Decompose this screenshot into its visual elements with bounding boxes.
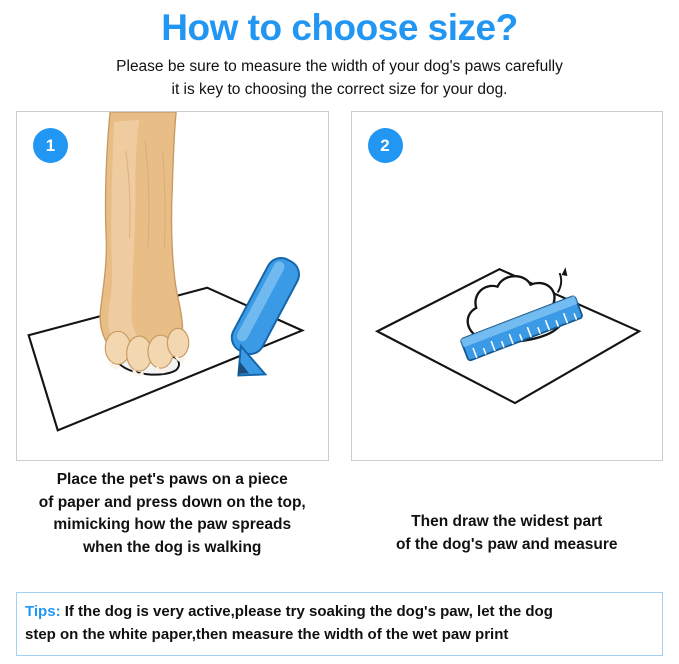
caption-line: Then draw the widest part <box>411 513 603 531</box>
subtitle-line-1: Please be sure to measure the width of your dog's paws carefully <box>116 57 563 75</box>
step-1-illustration <box>17 112 328 452</box>
subtitle-line-2: it is key to choosing the correct size for your dog. <box>171 80 508 98</box>
tips-line-2: step on the white paper,then measure the width of the wet paw print <box>25 625 509 643</box>
tips-box <box>16 592 663 657</box>
step-1-caption <box>16 469 329 559</box>
step-2-caption <box>351 469 664 559</box>
caption-line: of the dog's paw and measure <box>395 535 618 553</box>
size-guide-page <box>0 8 679 664</box>
caption-line: of paper and press down on the top, <box>38 493 306 511</box>
dog-paw-illustration <box>100 112 189 375</box>
tips-label: Tips: <box>25 602 61 620</box>
tips-first-line <box>25 600 654 623</box>
tips-line-1: If the dog is very active,please try soaking the dog's paw, let the dog <box>60 602 553 620</box>
steps-panels <box>10 111 669 461</box>
page-title: How to choose size? <box>161 7 518 48</box>
step-badge-1: 1 <box>33 128 68 163</box>
step-panel-2 <box>351 111 664 461</box>
step-badge-2: 2 <box>368 128 403 163</box>
caption-line: mimicking how the paw spreads <box>53 516 292 534</box>
caption-line: Place the pet's paws on a piece <box>56 471 288 489</box>
page-subtitle <box>60 55 620 102</box>
step-panel-1 <box>16 111 329 461</box>
step-captions <box>10 461 669 559</box>
caption-line: when the dog is walking <box>83 538 262 556</box>
step-2-illustration <box>352 112 663 452</box>
